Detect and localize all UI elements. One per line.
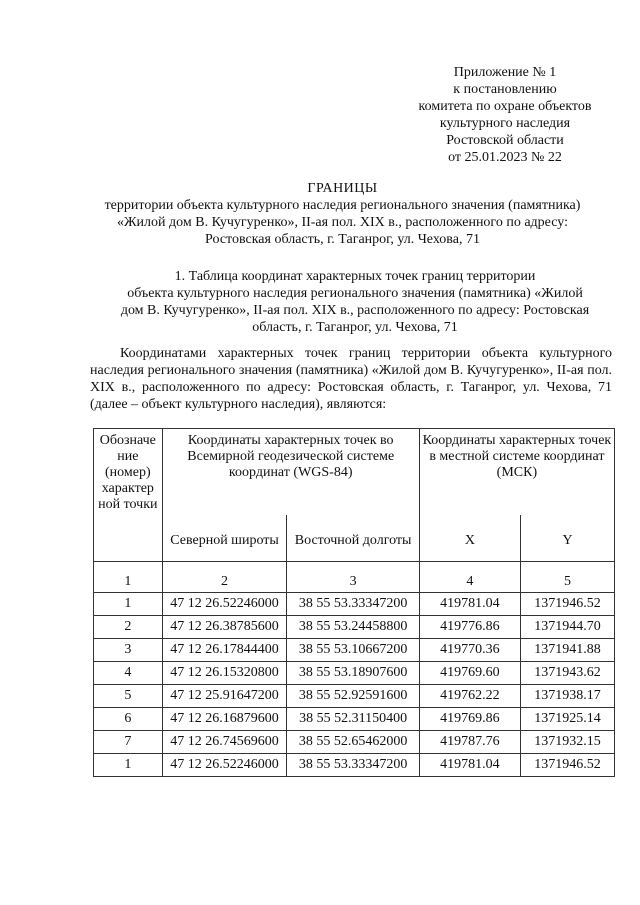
- cell-north: 47 12 26.38785600: [162, 616, 287, 639]
- table-row: [94, 754, 615, 777]
- column-number-row: [94, 562, 615, 593]
- cell-north: 47 12 26.52246000: [162, 754, 287, 777]
- section-title: [90, 268, 620, 336]
- cell-x: 419769.86: [419, 708, 520, 731]
- cell-point-number: 3: [94, 639, 163, 662]
- cell-north: 47 12 26.74569600: [162, 731, 287, 754]
- column-number: 4: [419, 562, 520, 593]
- cell-north: 47 12 26.17844400: [162, 639, 287, 662]
- section-title-line: 1. Таблица координат характерных точек границ территории: [174, 269, 536, 284]
- column-number: 5: [521, 562, 615, 593]
- table-row: [94, 708, 615, 731]
- cell-point-number: 7: [94, 731, 163, 754]
- cell-point-number: 4: [94, 662, 163, 685]
- cell-east: 38 55 53.18907600: [287, 662, 419, 685]
- cell-north: 47 12 26.15320800: [162, 662, 287, 685]
- document-subtitle-line: «Жилой дом В. Кучугуренко», II-ая пол. XIX в., расположенного по адресу:: [117, 215, 568, 230]
- table-row: [94, 662, 615, 685]
- table-row: [94, 731, 615, 754]
- document-subtitle-line: Ростовская область, г. Таганрог, ул. Чехова, 71: [205, 232, 480, 247]
- cell-point-number: 1: [94, 754, 163, 777]
- table-row: [94, 593, 615, 616]
- intro-paragraph: Координатами характерных точек границ территории объекта культурного наследия регионального значения (памятника) «Жилой дом В. Кучугуренко», II-ая пол. XIX в., расположенного по адресу: Ростовская область, г. Таганрог, ул. Чехова, 71 (далее – объект культурного наследия), являются:: [90, 346, 612, 412]
- header-east: Восточной долготы: [287, 515, 419, 562]
- column-number: 2: [162, 562, 287, 593]
- cell-north: 47 12 25.91647200: [162, 685, 287, 708]
- table-header-row: [94, 429, 615, 516]
- column-number: 1: [94, 562, 163, 593]
- cell-y: 1371946.52: [521, 754, 615, 777]
- table-row: [94, 685, 615, 708]
- annex-line: комитета по охране объектов: [418, 99, 592, 114]
- cell-east: 38 55 52.92591600: [287, 685, 419, 708]
- cell-x: 419787.76: [419, 731, 520, 754]
- annex-line: к постановлению: [453, 82, 557, 97]
- section-title-line: область, г. Таганрог, ул. Чехова, 71: [252, 320, 458, 335]
- cell-east: 38 55 52.65462000: [287, 731, 419, 754]
- header-point-label: Обозначе ние (номер) характер ной точки: [94, 429, 163, 562]
- cell-east: 38 55 53.10667200: [287, 639, 419, 662]
- coordinates-table: [93, 428, 615, 777]
- cell-y: 1371941.88: [521, 639, 615, 662]
- header-north: Северной широты: [162, 515, 287, 562]
- cell-y: 1371938.17: [521, 685, 615, 708]
- cell-x: 419781.04: [419, 593, 520, 616]
- annex-line: от 25.01.2023 № 22: [448, 150, 562, 165]
- cell-x: 419776.86: [419, 616, 520, 639]
- table-subheader-row: [94, 515, 615, 562]
- cell-x: 419762.22: [419, 685, 520, 708]
- cell-x: 419769.60: [419, 662, 520, 685]
- annex-line: Ростовской области: [446, 133, 564, 148]
- cell-y: 1371932.15: [521, 731, 615, 754]
- header-y: Y: [521, 515, 615, 562]
- document-subtitle-line: территории объекта культурного наследия регионального значения (памятника): [104, 198, 581, 213]
- header-x: X: [419, 515, 520, 562]
- section-title-line: дом В. Кучугуренко», II-ая пол. XIX в., расположенного по адресу: Ростовская: [120, 303, 590, 318]
- cell-north: 47 12 26.16879600: [162, 708, 287, 731]
- column-number: 3: [287, 562, 419, 593]
- cell-point-number: 5: [94, 685, 163, 708]
- annex-line: культурного наследия: [439, 116, 571, 131]
- cell-y: 1371925.14: [521, 708, 615, 731]
- cell-y: 1371944.70: [521, 616, 615, 639]
- cell-point-number: 1: [94, 593, 163, 616]
- cell-north: 47 12 26.52246000: [162, 593, 287, 616]
- cell-east: 38 55 53.33347200: [287, 754, 419, 777]
- table-body: [94, 593, 615, 777]
- table-row: [94, 639, 615, 662]
- cell-east: 38 55 53.33347200: [287, 593, 419, 616]
- document-heading: [70, 180, 615, 248]
- table-row: [94, 616, 615, 639]
- section-title-line: объекта культурного наследия регионального значения (памятника) «Жилой: [127, 286, 583, 301]
- cell-x: 419770.36: [419, 639, 520, 662]
- annex-line: Приложение № 1: [453, 65, 557, 80]
- cell-y: 1371946.52: [521, 593, 615, 616]
- cell-east: 38 55 52.31150400: [287, 708, 419, 731]
- cell-x: 419781.04: [419, 754, 520, 777]
- header-msk-group: Координаты характерных точек в местной системе координат (МСК): [419, 429, 614, 516]
- cell-point-number: 2: [94, 616, 163, 639]
- annex-block: [400, 64, 610, 166]
- cell-east: 38 55 53.24458800: [287, 616, 419, 639]
- cell-y: 1371943.62: [521, 662, 615, 685]
- cell-point-number: 6: [94, 708, 163, 731]
- header-wgs-group: Координаты характерных точек во Всемирной геодезической системе координат (WGS-84): [162, 429, 419, 516]
- document-title: ГРАНИЦЫ: [307, 181, 378, 196]
